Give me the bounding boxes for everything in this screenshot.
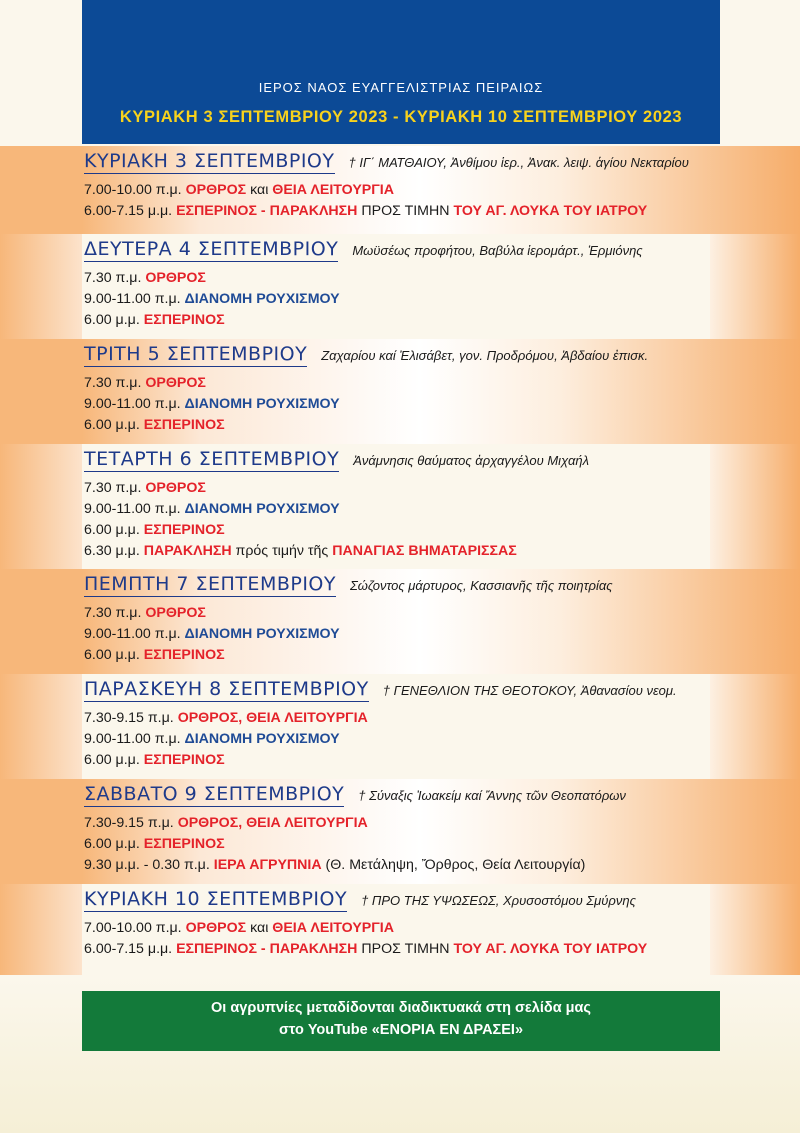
service-text: 6.30 μ.μ.	[84, 543, 144, 559]
service-text: 6.00 μ.μ.	[84, 522, 144, 538]
service-text: 6.00 μ.μ.	[84, 312, 144, 328]
day-block	[0, 234, 800, 339]
day-heading	[84, 888, 636, 912]
service-line	[84, 750, 368, 771]
day-saint: † ΙΓ΄ ΜΑΤΘΑΙΟΥ, Ἀνθίμου ἱερ., Ἀνακ. λειψ. ἁγίου Νεκταρίου	[348, 155, 689, 170]
service-text: 9.30 μ.μ. - 0.30 π.μ.	[84, 857, 214, 873]
day-heading	[84, 783, 626, 807]
distribution-name: ΔΙΑΝΟΜΗ ΡΟΥΧΙΣΜΟΥ	[184, 396, 340, 412]
service-name: ΕΣΠΕΡΙΝΟΣ	[143, 752, 225, 768]
day-block	[0, 444, 800, 569]
service-list	[84, 478, 517, 562]
day-title: ΚΥΡΙΑΚΗ 3 ΣΕΠΤΕΜΒΡΙΟΥ	[84, 150, 335, 172]
service-text: 7.30-9.15 π.μ.	[84, 815, 178, 831]
service-line	[84, 708, 368, 729]
service-name: ΕΣΠΕΡΙΝΟΣ	[143, 647, 225, 663]
service-text: (Θ. Μετάληψη, Ὄρθρος, Θεία Λειτουργία)	[321, 857, 586, 873]
service-text: 6.00 μ.μ.	[84, 836, 144, 852]
distribution-name: ΔΙΑΝΟΜΗ ΡΟΥΧΙΣΜΟΥ	[184, 731, 340, 747]
day-title: ΔΕΥΤΕΡΑ 4 ΣΕΠΤΕΜΒΡΙΟΥ	[84, 238, 339, 260]
day-title: ΣΑΒΒΑΤΟ 9 ΣΕΠΤΕΜΒΡΙΟΥ	[84, 783, 345, 805]
service-name: ΠΑΝΑΓΙΑΣ ΒΗΜΑΤΑΡΙΣΣΑΣ	[332, 543, 517, 559]
service-line	[84, 624, 340, 645]
service-line	[84, 541, 517, 562]
youtube-notice-line-2: στο YouTube «ΕΝΟΡΙΑ ΕΝ ΔΡΑΣΕΙ»	[278, 1022, 524, 1038]
day-block	[0, 569, 800, 674]
service-text: 7.00-10.00 π.μ.	[84, 920, 186, 936]
service-text: 6.00 μ.μ.	[84, 752, 144, 768]
day-heading	[84, 150, 689, 174]
service-line	[84, 499, 517, 520]
service-name: ΟΡΘΡΟΣ	[145, 480, 206, 496]
service-name: ΟΡΘΡΟΣ	[185, 182, 247, 198]
day-block	[0, 674, 800, 779]
service-text: 7.30 π.μ.	[84, 480, 146, 496]
day-heading	[84, 238, 643, 262]
service-line	[84, 373, 340, 394]
service-name: ΠΑΡΑΚΛΗΣΗ	[143, 543, 232, 559]
service-text: 7.30 π.μ.	[84, 375, 146, 391]
service-name: ΤΟΥ ΑΓ. ΛΟΥΚΑ ΤΟΥ ΙΑΤΡΟΥ	[453, 941, 648, 957]
service-line	[84, 834, 585, 855]
day-heading	[84, 448, 589, 472]
day-title: ΤΕΤΑΡΤΗ 6 ΣΕΠΤΕΜΒΡΙΟΥ	[84, 448, 340, 470]
service-line	[84, 310, 340, 331]
service-text: ΠΡΟΣ ΤΙΜΗΝ	[357, 203, 454, 219]
day-heading	[84, 573, 613, 597]
service-line	[84, 603, 340, 624]
service-text: 7.30 π.μ.	[84, 605, 146, 621]
service-line	[84, 289, 340, 310]
service-name: ΙΕΡΑ ΑΓΡΥΠΝΙΑ	[213, 857, 322, 873]
service-name: ΘΕΙΑ ΛΕΙΤΟΥΡΓΙΑ	[272, 920, 394, 936]
day-block	[0, 339, 800, 444]
service-line	[84, 394, 340, 415]
page-header	[82, 0, 720, 144]
service-line	[84, 478, 517, 499]
service-name: ΟΡΘΡΟΣ	[145, 605, 206, 621]
service-line	[84, 520, 517, 541]
day-saint: † ΠΡΟ ΤΗΣ ΥΨΩΣΕΩΣ, Χρυσοστόμου Σμύρνης	[361, 893, 636, 908]
day-saint: † ΓΕΝΕΘΛΙΟΝ ΤΗΣ ΘΕΟΤΟΚΟΥ, Ἀθανασίου νεομ.	[382, 683, 677, 698]
service-list	[84, 918, 647, 960]
service-text: 6.00-7.15 μ.μ.	[84, 941, 177, 957]
service-name: ΕΣΠΕΡΙΝΟΣ - ΠΑΡΑΚΛΗΣΗ	[176, 203, 358, 219]
service-text: 9.00-11.00 π.μ.	[84, 291, 185, 307]
service-line	[84, 855, 585, 876]
youtube-notice	[82, 991, 720, 1051]
service-line	[84, 268, 340, 289]
service-name: ΕΣΠΕΡΙΝΟΣ	[143, 417, 225, 433]
service-text: 6.00 μ.μ.	[84, 647, 144, 663]
service-line	[84, 180, 647, 201]
service-list	[84, 708, 368, 771]
service-line	[84, 201, 647, 222]
day-title: ΠΑΡΑΣΚΕΥΗ 8 ΣΕΠΤΕΜΒΡΙΟΥ	[84, 678, 369, 700]
service-name: ΟΡΘΡΟΣ	[185, 920, 247, 936]
distribution-name: ΔΙΑΝΟΜΗ ΡΟΥΧΙΣΜΟΥ	[184, 626, 340, 642]
service-line	[84, 415, 340, 436]
day-block	[0, 779, 800, 884]
service-text: 7.30 π.μ.	[84, 270, 146, 286]
service-text: και	[246, 920, 273, 936]
service-name: ΟΡΘΡΟΣ, ΘΕΙΑ ΛΕΙΤΟΥΡΓΙΑ	[177, 815, 368, 831]
service-text: 7.30-9.15 π.μ.	[84, 710, 178, 726]
day-title: ΤΡΙΤΗ 5 ΣΕΠΤΕΜΒΡΙΟΥ	[84, 343, 308, 365]
service-text: 7.00-10.00 π.μ.	[84, 182, 186, 198]
day-title: ΠΕΜΠΤΗ 7 ΣΕΠΤΕΜΒΡΙΟΥ	[84, 573, 336, 595]
service-text: 9.00-11.00 π.μ.	[84, 731, 185, 747]
service-name: ΕΣΠΕΡΙΝΟΣ	[143, 836, 225, 852]
service-name: ΟΡΘΡΟΣ, ΘΕΙΑ ΛΕΙΤΟΥΡΓΙΑ	[177, 710, 368, 726]
youtube-notice-line-1: Οι αγρυπνίες μεταδίδονται διαδικτυακά στη σελίδα μας	[211, 1000, 591, 1016]
service-name: ΟΡΘΡΟΣ	[145, 270, 206, 286]
service-line	[84, 813, 585, 834]
service-text: 6.00-7.15 μ.μ.	[84, 203, 177, 219]
date-range: ΚΥΡΙΑΚΗ 3 ΣΕΠΤΕΜΒΡΙΟΥ 2023 - ΚΥΡΙΑΚΗ 10 ΣΕΠΤΕΜΒΡΙΟΥ 2023	[119, 108, 683, 126]
day-block	[0, 146, 800, 234]
service-name: ΕΣΠΕΡΙΝΟΣ - ΠΑΡΑΚΛΗΣΗ	[176, 941, 358, 957]
service-text: και	[246, 182, 273, 198]
service-list	[84, 268, 340, 331]
distribution-name: ΔΙΑΝΟΜΗ ΡΟΥΧΙΣΜΟΥ	[184, 501, 340, 517]
service-list	[84, 180, 647, 222]
service-name: ΤΟΥ ΑΓ. ΛΟΥΚΑ ΤΟΥ ΙΑΤΡΟΥ	[453, 203, 648, 219]
service-text: 9.00-11.00 π.μ.	[84, 396, 185, 412]
day-saint: † Σύναξις Ἰωακείμ καί Ἄννης τῶν Θεοπατόρων	[358, 788, 626, 803]
service-text: 6.00 μ.μ.	[84, 417, 144, 433]
day-heading	[84, 678, 677, 702]
service-line	[84, 939, 647, 960]
service-name: ΟΡΘΡΟΣ	[145, 375, 206, 391]
service-text: 9.00-11.00 π.μ.	[84, 626, 185, 642]
day-title: ΚΥΡΙΑΚΗ 10 ΣΕΠΤΕΜΒΡΙΟΥ	[84, 888, 348, 910]
service-text: ΠΡΟΣ ΤΙΜΗΝ	[357, 941, 454, 957]
service-list	[84, 603, 340, 666]
day-block	[0, 884, 800, 975]
service-name: ΕΣΠΕΡΙΝΟΣ	[143, 312, 225, 328]
day-saint: Μωϋσέως προφήτου, Βαβύλα ἱερομάρτ., Ἑρμιόνης	[352, 243, 643, 258]
day-saint: Ζαχαρίου καί Ἐλισάβετ, γον. Προδρόμου, Ἀβδαίου ἐπισκ.	[321, 348, 649, 363]
service-list	[84, 813, 585, 876]
distribution-name: ΔΙΑΝΟΜΗ ΡΟΥΧΙΣΜΟΥ	[184, 291, 340, 307]
service-line	[84, 729, 368, 750]
service-text: 9.00-11.00 π.μ.	[84, 501, 185, 517]
service-line	[84, 918, 647, 939]
service-name: ΕΣΠΕΡΙΝΟΣ	[143, 522, 225, 538]
service-text: πρός τιμήν τῆς	[231, 543, 333, 559]
day-saint: Ἀνάμνησις θαύματος ἀρχαγγέλου Μιχαήλ	[353, 453, 589, 468]
day-saint: Σώζοντος μάρτυρος, Κασσιανῆς τῆς ποιητρίας	[350, 578, 613, 593]
church-name: ΙΕΡΟΣ ΝΑΟΣ ΕΥΑΓΓΕΛΙΣΤΡΙΑΣ ΠΕΙΡΑΙΩΣ	[258, 80, 544, 95]
service-list	[84, 373, 340, 436]
day-heading	[84, 343, 648, 367]
service-name: ΘΕΙΑ ΛΕΙΤΟΥΡΓΙΑ	[272, 182, 394, 198]
service-line	[84, 645, 340, 666]
